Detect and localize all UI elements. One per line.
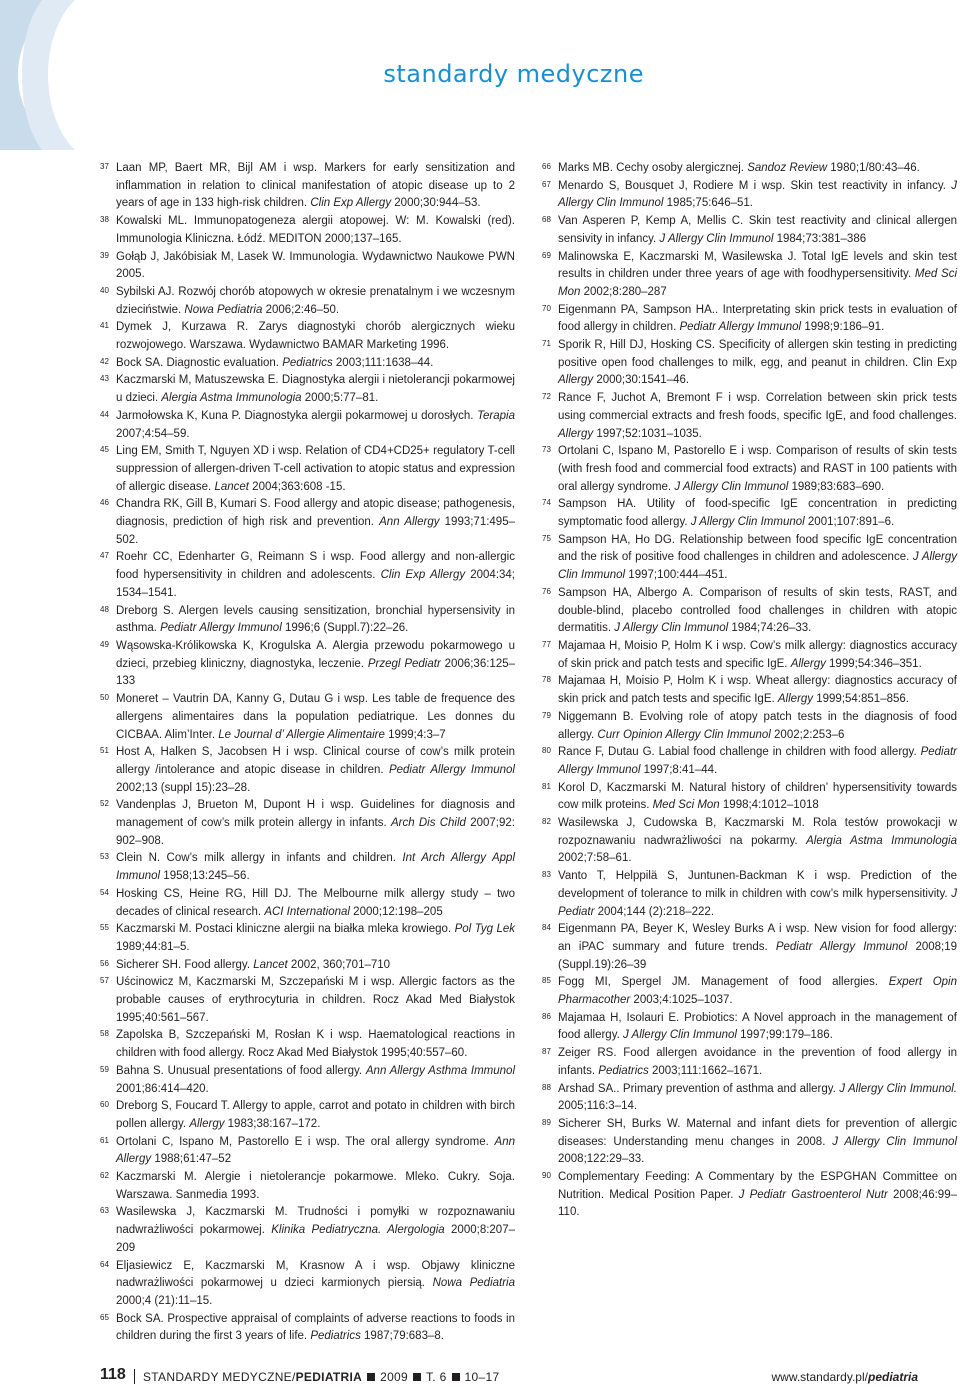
reference-text: 1998;9:186–91. (801, 321, 885, 334)
reference-journal: J Allergy Clin Immunol (558, 551, 957, 582)
reference-number: 38 (100, 215, 109, 225)
reference-text: Host A, Halken S, Jacobsen H i wsp. Clinical course of cow’s milk protein allergy /intolerance and atopic disease in children. (116, 746, 515, 776)
reference-number: 55 (100, 923, 109, 933)
reference-item (542, 868, 957, 921)
reference-text: Kaczmarski M, Matuszewska E. Diagnostyka alergii i nietolerancji pokarmowej u dzieci. (116, 374, 515, 405)
reference-text: 1987;79:683–8. (360, 1330, 444, 1343)
reference-text: Marks MB. Cechy osoby alergicznej. (558, 162, 748, 174)
reference-text: 1996;6 (Suppl.7):22–26. (281, 622, 409, 635)
reference-text: Wasilewska J, Cudowska B, Kaczmarski M. Rola testów prowokacji w rozpoznawaniu nadwrażliwości na pokarmy. (558, 817, 957, 847)
reference-text: Kaczmarski M. Alergie i nietolerancje pokarmowe. Mleko. Cukry. Soja. Warszawa. Sanmedia 1993. (116, 1171, 515, 1201)
reference-text: 1984;73:381–386 (773, 232, 867, 245)
reference-text: 1999;4:3–7 (384, 728, 446, 741)
reference-number: 89 (542, 1117, 551, 1127)
reference-journal: Alergia Astma Immunologia (161, 392, 302, 405)
reference-text: 2004;363:608 -15. (248, 480, 346, 493)
reference-journal: Pol Tyg Lek (454, 923, 515, 936)
reference-journal: Ann Allergy Asthma Immunol (365, 1064, 515, 1077)
reference-text: 1997;8:41–44. (640, 763, 718, 776)
reference-text: Ortolani C, Ispano M, Pastorello E i wsp. The oral allergy syndrome. (116, 1135, 495, 1148)
reference-number: 73 (542, 445, 551, 455)
reference-number: 63 (100, 1206, 109, 1216)
reference-number: 59 (100, 1064, 109, 1074)
reference-text: 2005;116:3–14. (558, 1100, 638, 1113)
journal-volume: T. 6 (426, 1370, 447, 1384)
reference-journal: J Allergy Clin Immunol (674, 480, 789, 493)
reference-text: Rance F, Juchot A, Bremont F i wsp. Correlation between skin prick tests using commercial extracts and fresh foods, specific IgE, and food challenges. (558, 392, 957, 422)
reference-text: 1980;1/80:43–46. (827, 162, 920, 174)
reference-text: 2003;4:1025–1037. (630, 994, 733, 1007)
reference-journal: Klinika Pediatryczna. Alergologia (271, 1224, 445, 1237)
reference-text: Kaczmarski M. Postaci kliniczne alergii na białka mleka krowiego. (116, 923, 455, 936)
reference-text: Eigenmann PA, Sampson HA.. Interpretating skin prick tests in evaluation of food allergy in children. (558, 303, 957, 334)
reference-text: Roehr CC, Edenharter G, Reimann S i wsp. Food allergy and non-allergic food hypersensitivity in children and adolescents. (116, 551, 515, 582)
reference-item (542, 974, 957, 1009)
reference-journal: Nowa Pediatria (432, 1277, 515, 1290)
reference-text: Laan MP, Baert MR, Bijl AM i wsp. Markers for early sensitization and inflammation in relation to clinical manifestation of atopic disease up to 2 years of age in 133 high-risk children. (116, 162, 515, 210)
reference-text: Moneret – Vautrin DA, Kanny G, Dutau G i wsp. Les table de frequence des allergens alimentaires dans la population pediatrique. Les donnes du CICBAA. Alim’Inter. (116, 693, 515, 741)
reference-text: 2007;92: 902–908. (116, 817, 515, 847)
reference-text: Sybilski AJ. Rozwój chorób atopowych w okresie prenatalnym i we wczesnym dzieciństwie. (116, 285, 515, 316)
reference-journal: Allergy (189, 1117, 225, 1130)
reference-journal: Pediatr Allergy Immunol (775, 940, 908, 953)
reference-item (542, 815, 957, 868)
reference-number: 87 (542, 1047, 551, 1057)
reference-number: 67 (542, 179, 551, 189)
reference-item (542, 921, 957, 974)
reference-text: Sicherer SH. Food allergy. (116, 958, 254, 971)
reference-number: 54 (100, 887, 109, 897)
reference-journal: Ann Allergy (379, 516, 440, 529)
reference-item (100, 1063, 515, 1098)
footer-divider (134, 1369, 135, 1384)
reference-text: Uścinowicz M, Kaczmarski M, Szczepański M i wsp. Allergic factors as the probable causes of erythrocyturia in children. Rocz Akad Med Białystok 1995;40:561–567. (116, 976, 515, 1024)
reference-journal: Nowa Pediatria (184, 303, 263, 316)
reference-text: Wasilewska J, Kaczmarski M. Trudności i pomyłki w rozpoznawaniu nadwrażliwości pokarmowej. (116, 1206, 515, 1237)
reference-text: Vanto T, Helppilä S, Juntunen-Backman K i wsp. Prediction of the development of tolerance to milk in children with cow’s milk hypersensitivity. (558, 870, 957, 900)
reference-number: 85 (542, 976, 551, 986)
reference-text: 1988;61:47–52 (151, 1153, 232, 1166)
reference-number: 78 (542, 675, 551, 685)
reference-text: Sampson HA. Utility of food-specific IgE concentration in predicting symptomatic food allergy. (558, 498, 957, 529)
reference-number: 86 (542, 1011, 551, 1021)
reference-text: 1999;54:346–351. (825, 657, 922, 670)
reference-item (542, 1010, 957, 1045)
reference-text: Hosking CS, Heine RG, Hill DJ. The Melbourne milk allergy study – two decades of clinical research. (116, 887, 515, 918)
reference-number: 39 (100, 250, 109, 260)
reference-item (100, 921, 515, 956)
reference-journal: J Allergy Clin Immunol (623, 1029, 737, 1042)
journal-pages: 10–17 (464, 1370, 500, 1384)
reference-text: 2002;13 (suppl 15):23–28. (116, 781, 251, 794)
reference-text: Ling EM, Smith T, Nguyen XD i wsp. Relation of CD4+CD25+ regulatory T-cell suppression of allergen-driven T-cell activation to atopic status and expression of allergic disease. (116, 445, 515, 493)
journal-year: 2009 (380, 1370, 408, 1384)
reference-number: 79 (542, 710, 551, 720)
reference-number: 51 (100, 746, 109, 756)
reference-item (100, 691, 515, 744)
reference-item (100, 549, 515, 602)
reference-item (100, 284, 515, 319)
reference-text: 2002;7:58–61. (558, 852, 632, 865)
reference-text: 1984;74:26–33. (728, 622, 812, 635)
reference-text: Sicherer SH, Burks W. Maternal and infant diets for prevention of allergic diseases: Understanding menu changes in 2008. (558, 1117, 957, 1148)
reference-journal: Allergy (777, 693, 814, 706)
reference-text: 1993;71:495–502. (116, 516, 515, 546)
reference-item (100, 1098, 515, 1133)
reference-text: 2003;111:1638–44. (332, 356, 434, 369)
reference-number: 65 (100, 1312, 109, 1322)
reference-journal: Pediatr Allergy Immunol (160, 622, 282, 635)
references-right-column (542, 160, 957, 1222)
reference-item (542, 337, 957, 390)
square-bullet-icon (413, 1373, 421, 1381)
reference-journal: J Allergy Clin Immunol (614, 622, 729, 635)
reference-journal: Przegl Pediatr (367, 657, 441, 670)
reference-item (100, 603, 515, 638)
journal-logo-mark (0, 0, 75, 150)
reference-number: 53 (100, 852, 109, 862)
reference-text: Dreborg S, Foucard T. Allergy to apple, carrot and potato in children with birch pollen allergy. (116, 1100, 515, 1130)
reference-item (542, 709, 957, 744)
reference-number: 56 (100, 958, 109, 968)
reference-item (542, 496, 957, 531)
reference-text: Wąsowska-Królikowska K, Krogulska A. Alergia przewodu pokarmowego u dzieci, przebieg kliniczny, diagnostyka, leczenie. (116, 639, 515, 670)
reference-text: 2008;19 (Suppl.19):26–39 (558, 940, 958, 971)
square-bullet-icon (367, 1373, 375, 1381)
reference-number: 69 (542, 250, 551, 260)
reference-item (542, 1169, 957, 1222)
reference-number: 90 (542, 1171, 551, 1181)
reference-number: 82 (542, 817, 551, 827)
reference-number: 47 (100, 551, 109, 561)
reference-journal: Le Journal d’ Allergie Alimentaire (218, 728, 385, 741)
reference-journal: Allergy (558, 374, 594, 387)
reference-journal: J Allergy Clin Immunol. (839, 1082, 957, 1095)
reference-item (100, 443, 515, 496)
reference-item (100, 496, 515, 549)
reference-number: 83 (542, 870, 551, 880)
reference-text: 2008;46:99–110. (558, 1188, 957, 1219)
reference-item (542, 585, 957, 638)
reference-journal: Clin Exp Allergy (380, 569, 466, 582)
reference-text: 2006;2:46–50. (262, 303, 340, 316)
reference-text: 1997;100:444–451. (625, 569, 728, 582)
reference-item (100, 1258, 515, 1311)
reference-item (100, 249, 515, 284)
reference-text: 1989;44:81–5. (116, 940, 190, 953)
reference-number: 70 (542, 303, 551, 313)
website-link[interactable] (771, 1370, 918, 1384)
reference-journal: J Allergy Clin Immunol (832, 1135, 958, 1148)
reference-text: 1997;52:1031–1035. (593, 427, 702, 440)
reference-item (100, 1134, 515, 1169)
reference-item (542, 1116, 957, 1169)
reference-text: 2004;144 (2):218–222. (594, 905, 715, 918)
reference-number: 75 (542, 533, 551, 543)
reference-number: 58 (100, 1029, 109, 1039)
reference-item (542, 249, 957, 302)
reference-text: Fogg MI, Spergel JM. Management of food allergies. (558, 976, 889, 989)
reference-item (542, 302, 957, 337)
reference-journal: Lancet (253, 958, 288, 971)
reference-text: Jarmołowska K, Kuna P. Diagnostyka alergii pokarmowej u dorosłych. (116, 409, 478, 422)
reference-number: 72 (542, 392, 551, 402)
reference-text: 1989;83:683–690. (788, 480, 885, 493)
reference-number: 60 (100, 1100, 109, 1110)
reference-text: 2001;86:414–420. (116, 1082, 209, 1095)
reference-journal: Pediatrics (282, 356, 333, 369)
reference-number: 57 (100, 976, 109, 986)
reference-text: 2000;4 (21):11–15. (116, 1295, 213, 1307)
website-domain: www.standardy.pl/ (771, 1370, 868, 1384)
journal-name: STANDARDY MEDYCZNE/ (143, 1370, 296, 1384)
reference-journal: Allergy (558, 427, 594, 440)
reference-number: 77 (542, 639, 551, 649)
reference-item (542, 178, 957, 213)
reference-text: Clein N. Cow’s milk allergy in infants and children. (116, 852, 403, 865)
reference-number: 45 (100, 445, 109, 455)
reference-text: 1983;38:167–172. (224, 1117, 321, 1130)
page-number: 118 (100, 1366, 126, 1383)
reference-number: 50 (100, 693, 109, 703)
reference-text: 2007;4:54–59. (116, 427, 190, 440)
reference-number: 81 (542, 781, 551, 791)
reference-text: Bahna S. Unusual presentations of food allergy. (116, 1064, 366, 1077)
reference-journal: Clin Exp Allergy (310, 197, 392, 210)
reference-text: 1958;13:245–56. (160, 870, 250, 883)
references-left-column (100, 160, 515, 1346)
reference-text: 2002, 360;701–710 (287, 958, 391, 971)
reference-text: Arshad SA.. Primary prevention of asthma and allergy. (558, 1082, 840, 1095)
reference-journal: ACI International (264, 905, 350, 918)
reference-text: 2003;111:1662–1671. (648, 1064, 763, 1077)
reference-item (542, 1081, 957, 1116)
reference-journal: Int Arch Allergy Appl Immunol (116, 852, 516, 883)
reference-item (542, 390, 957, 443)
reference-text: Dreborg S. Alergen levels causing sensitization, bronchial hypersensivity in asthma. (116, 604, 515, 635)
reference-item (100, 850, 515, 885)
reference-text: 1985;75:646–51. (663, 197, 753, 210)
reference-journal: J Pediatr (558, 887, 957, 918)
reference-text: 2004:34; 1534–1541. (116, 569, 516, 599)
reference-journal: Pediatr Allergy Immunol (558, 746, 957, 776)
website-path: pediatria (867, 1370, 918, 1384)
reference-number: 37 (100, 162, 109, 171)
reference-text: 2002;8:280–287 (580, 285, 667, 298)
reference-item (100, 1169, 515, 1204)
reference-journal: Arch Dis Child (390, 817, 466, 830)
reference-item (542, 744, 957, 779)
reference-text: Sampson HA, Albergo A. Comparison of results of skin tests, RAST, and double-blind, placebo controlled food challenges in children with atopic dermatitis. (558, 586, 957, 635)
section-title: standardy medyczne (383, 60, 644, 88)
reference-number: 41 (100, 321, 109, 331)
reference-number: 42 (100, 356, 109, 366)
reference-journal: Med Sci Mon (652, 799, 720, 812)
reference-item (100, 1311, 515, 1346)
reference-number: 66 (542, 162, 551, 171)
reference-journal: J Pediatr Gastroenterol Nutr (738, 1188, 888, 1201)
reference-number: 52 (100, 799, 109, 809)
reference-item (100, 744, 515, 797)
reference-text: 2006;36:125–133 (116, 657, 516, 688)
reference-journal: J Allergy Clin Immunol (690, 516, 805, 529)
reference-text: Majamaa H, Moisio P, Holm K i wsp. Cow’s milk allergy: diagnostics accuracy of skin prick and patch tests and specific IgE. (558, 639, 957, 670)
reference-text: 2008;122:29–33. (558, 1153, 645, 1166)
reference-item (100, 160, 515, 213)
reference-journal: Terapia (477, 409, 515, 422)
reference-text: 2000;30:944–53. (391, 197, 481, 210)
reference-text: Majamaa H, Isolauri E. Probiotics: A Novel approach in the management of food allergy. (558, 1011, 957, 1042)
square-bullet-icon (452, 1373, 460, 1381)
reference-text: Bock SA. Diagnostic evaluation. (116, 356, 283, 369)
reference-text: Korol D, Kaczmarski M. Natural history of children’ hypersensitivity towards cow milk proteins. (558, 781, 957, 812)
reference-number: 62 (100, 1171, 109, 1181)
reference-number: 71 (542, 339, 551, 349)
reference-text: 2000;12:198–205 (349, 905, 443, 918)
reference-text: Rance F, Dutau G. Labial food challenge in children with food allergy. (558, 746, 921, 759)
reference-text: Dymek J, Kurzawa R. Zarys diagnostyki chorób alergicznych wieku rozwojowego. Warszawa. Wydawnictwo BAMAR Marketing 1996. (116, 321, 515, 352)
reference-journal: Curr Opinion Allergy Clin Immunol (597, 728, 771, 741)
reference-number: 74 (542, 498, 551, 508)
reference-item (100, 355, 515, 373)
reference-text: 2001;107:891–6. (804, 516, 895, 529)
reference-number: 49 (100, 639, 109, 649)
reference-text: Niggemann B. Evolving role of atopy patch tests in the diagnosis of food allergy. (558, 710, 957, 741)
reference-text: Sporik R, Hill DJ, Hosking CS. Specificity of allergen skin testing in predicting positive open food challenges to milk, egg, and peanut in children. Clin Exp (558, 339, 957, 369)
reference-text: Eljasiewicz E, Kaczmarski M, Krasnow A i wsp. Objawy kliniczne nadwrażliwości pokarmowej u dzieci karmionych piersią. (116, 1259, 515, 1290)
reference-number: 88 (542, 1082, 551, 1092)
reference-number: 76 (542, 586, 551, 596)
reference-number: 61 (100, 1135, 109, 1145)
reference-text: Complementary Feeding: A Commentary by the ESPGHAN Committee on Nutrition. Medical Position Paper. (558, 1171, 957, 1201)
reference-text: Menardo S, Bousquet J, Rodiere M i wsp. Skin test reactivity in infancy. (558, 179, 952, 192)
reference-text: Van Asperen P, Kemp A, Mellis C. Skin test reactivity and clinical allergen sensivity in infancy. (558, 215, 957, 245)
reference-text: Vandenplas J, Brueton M, Dupont H i wsp. Guidelines for diagnosis and management of cow’s milk protein allergy in infants. (116, 799, 515, 830)
reference-item (542, 780, 957, 815)
reference-item (542, 213, 957, 248)
reference-journal: Ann Allergy (116, 1135, 515, 1166)
reference-text: Ortolani C, Ispano M, Pastorello E i wsp. Comparison of results of skin tests (with fresh food and commercial food extracts) and RAST in 100 patients with oral allergy syndrome. (558, 445, 957, 493)
reference-journal: J Allergy Clin Immunol (558, 179, 957, 210)
reference-text: Majamaa H, Moisio P, Holm K i wsp. Wheat allergy: diagnostics accuracy of skin prick and patch tests and specific IgE. (558, 675, 957, 706)
reference-number: 46 (100, 498, 109, 508)
journal-citation (143, 1370, 499, 1384)
reference-item (542, 532, 957, 585)
reference-text: 1997;99:179–186. (736, 1029, 833, 1042)
reference-item (542, 1045, 957, 1080)
reference-item (100, 1204, 515, 1257)
reference-text: 2002;2:253–6 (770, 728, 845, 741)
reference-journal: Pediatr Allergy Immunol (388, 763, 515, 776)
reference-text: 1999;54:851–856. (813, 693, 909, 706)
reference-number: 44 (100, 409, 109, 419)
reference-item (542, 673, 957, 708)
reference-text: Zeiger RS. Food allergen avoidance in the prevention of food allergy in infants. (558, 1047, 957, 1077)
reference-text: Gołąb J, Jakóbisiak M, Lasek W. Immunologia. Wydawnictwo Naukowe PWN 2005. (116, 250, 515, 281)
reference-item (542, 638, 957, 673)
reference-journal: Pediatrics (310, 1330, 361, 1343)
reference-item (100, 957, 515, 975)
reference-number: 48 (100, 604, 109, 614)
reference-journal: Sandoz Review (747, 162, 828, 174)
reference-item (100, 797, 515, 850)
reference-text: Chandra RK, Gill B, Kumari S. Food allergy and atopic disease; pathogenesis, diagnosis, prediction of high risk and prevention. (116, 498, 515, 529)
reference-number: 68 (542, 215, 551, 225)
reference-item (542, 443, 957, 496)
reference-text: 2000;30:1541–46. (593, 374, 690, 387)
reference-item (100, 1027, 515, 1062)
reference-item (100, 372, 515, 407)
reference-journal: Alergia Astma Immunologia (806, 834, 957, 847)
reference-number: 64 (100, 1259, 109, 1269)
reference-item (100, 213, 515, 248)
journal-section: PEDIATRIA (295, 1370, 363, 1384)
reference-item (542, 160, 957, 178)
reference-journal: Pediatrics (598, 1064, 649, 1077)
reference-journal: Lancet (214, 480, 249, 493)
reference-text: 2000;8:207–209 (116, 1224, 515, 1254)
reference-journal: J Allergy Clin Immunol (659, 232, 774, 245)
reference-text: Zapolska B, Szczepański M, Rosłan K i wsp. Haematological reactions in children with food allergy. Rocz Akad Med Białystok 1995;40:557–60. (116, 1029, 515, 1060)
reference-journal: Pediatr Allergy Immunol (679, 321, 802, 334)
reference-item (100, 319, 515, 354)
reference-item (100, 408, 515, 443)
reference-text: Bock SA. Prospective appraisal of complaints of adverse reactions to foods in children during the first 3 years of life. (116, 1312, 515, 1343)
reference-text: Sampson HA, Ho DG. Relationship between food specific IgE concentration and the risk of positive food challenges in children and adolescence. (558, 533, 957, 564)
reference-number: 40 (100, 285, 109, 295)
reference-text: 2000;5:77–81. (301, 392, 379, 405)
reference-number: 84 (542, 923, 551, 933)
reference-journal: Expert Opin Pharmacother (558, 976, 957, 1007)
reference-text: Eigenmann PA, Beyer K, Wesley Burks A i wsp. New vision for food allergy: an iPAC summary and future trends. (558, 923, 957, 953)
reference-item (100, 974, 515, 1027)
reference-journal: Allergy (790, 657, 826, 670)
reference-number: 43 (100, 374, 109, 384)
reference-text: Kowalski ML. Immunopatogeneza alergii atopowej. W: M. Kowalski (red). Immunologia Kliniczna. Łódź. MEDITON 2000;137–165. (116, 215, 515, 245)
reference-journal: Med Sci Mon (558, 268, 958, 298)
reference-item (100, 886, 515, 921)
reference-text: Malinowska E, Kaczmarski M, Wasilewska J. Total IgE levels and skin test results in children under three years of age with foodhypersensitivity. (558, 250, 957, 281)
reference-item (100, 638, 515, 691)
reference-text: 1998;4:1012–1018 (719, 799, 819, 812)
reference-number: 80 (542, 746, 551, 756)
